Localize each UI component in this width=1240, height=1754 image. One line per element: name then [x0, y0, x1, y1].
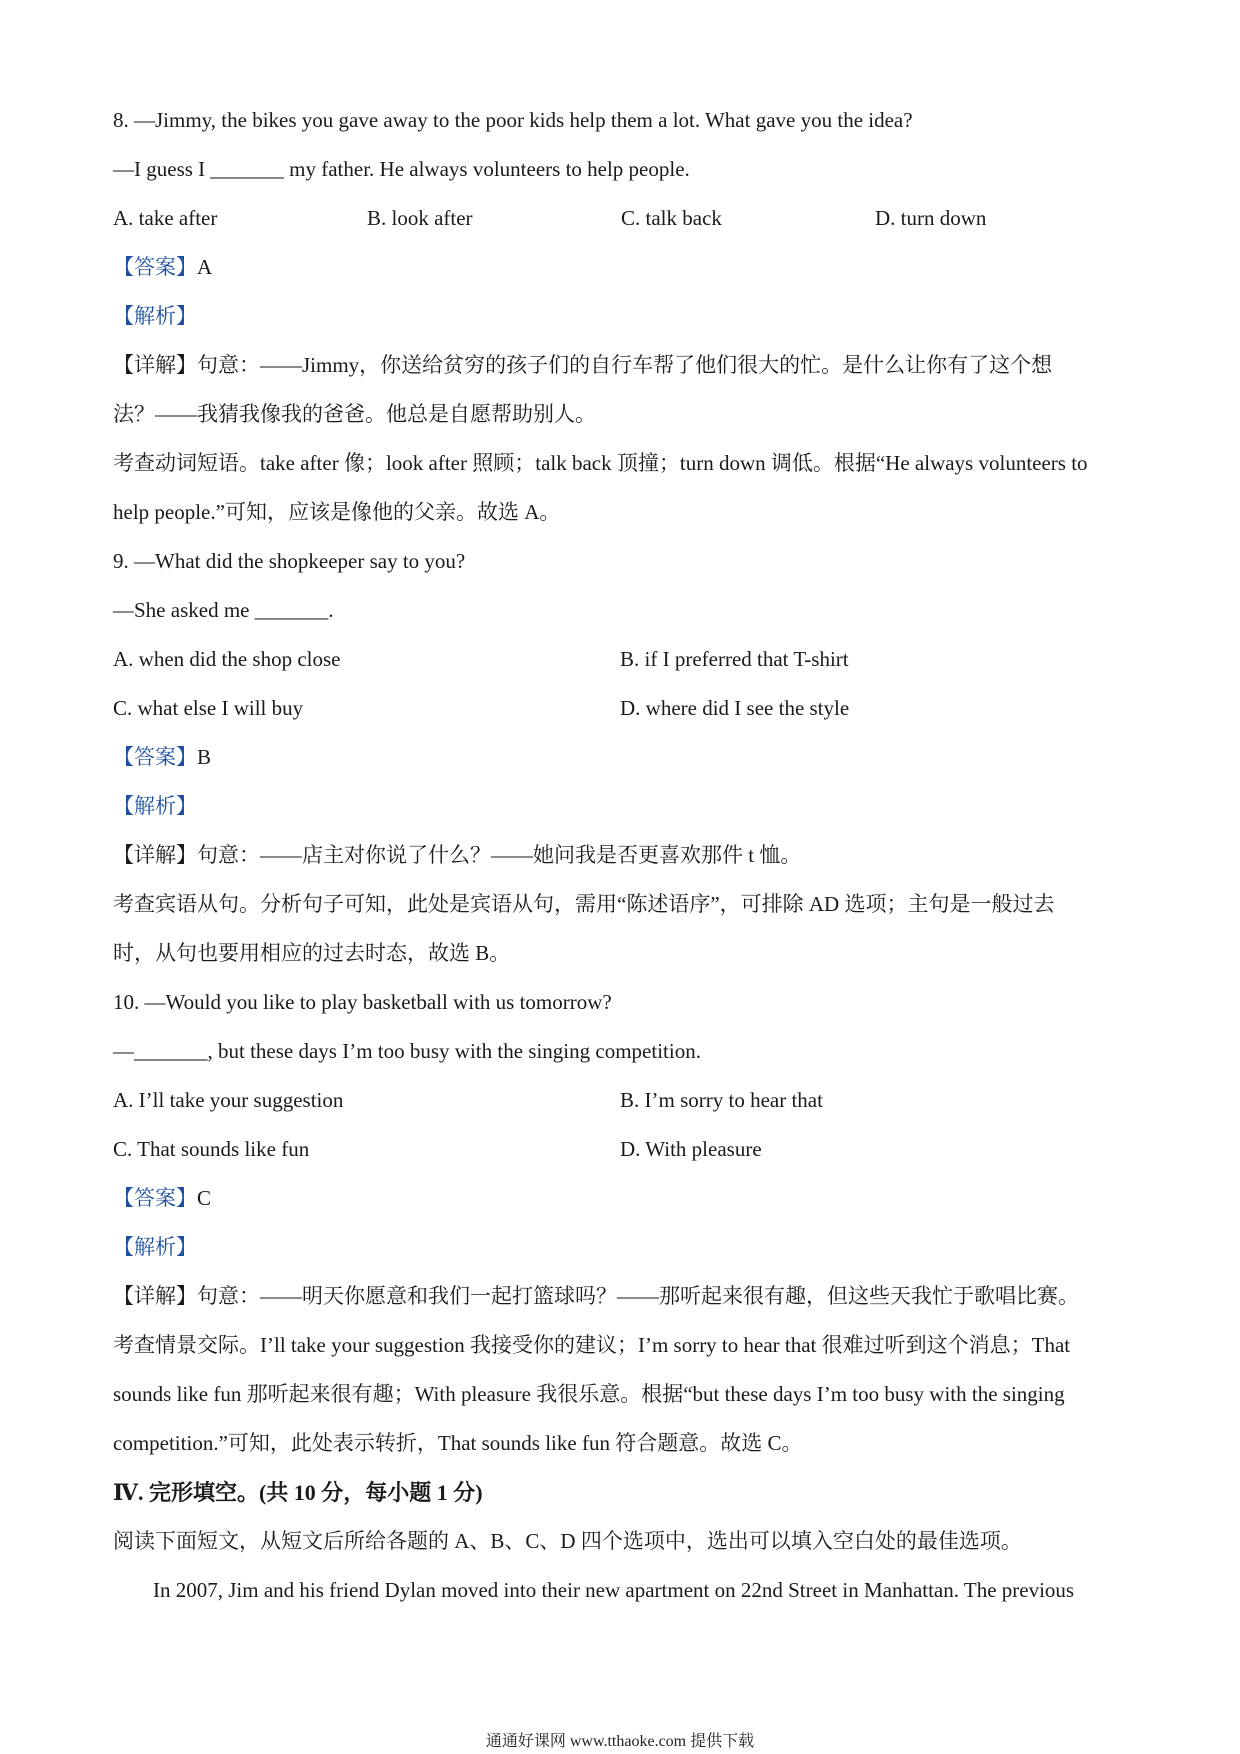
- q10-option-d: D. With pleasure: [620, 1137, 762, 1161]
- q8-analysis: [113, 292, 1133, 341]
- q10-options-row-1: [113, 1076, 1133, 1125]
- q10-analysis: [113, 1223, 1133, 1272]
- q9-detail-1: [113, 831, 1133, 880]
- passage-first-line: In 2007, Jim and his friend Dylan moved into their new apartment on 22nd Street in Manhattan. The previous: [153, 1578, 1075, 1602]
- q9-stem-1: 9. —What did the shopkeeper say to you?: [113, 549, 466, 573]
- q8-detail-2: 法？——我猜我像我的爸爸。他总是自愿帮助别人。: [113, 402, 596, 426]
- q8-detail-4: help people.”可知，应该是像他的父亲。故选 A。: [113, 500, 561, 524]
- q10-answer: [113, 1174, 1133, 1223]
- answer-tag: 【答案】: [113, 255, 197, 279]
- q8-detail-1: [113, 341, 1133, 390]
- q10-answer-value: C: [197, 1186, 212, 1210]
- q9-stem-2: —She asked me _______.: [113, 598, 334, 622]
- q9-analysis: [113, 782, 1133, 831]
- q8-stem-1: 8. —Jimmy, the bikes you gave away to the poor kids help them a lot. What gave you the idea?: [113, 108, 913, 132]
- q8-detail-text-1: 句意：——Jimmy，你送给贫穷的孩子们的自行车帮了他们很大的忙。是什么让你有了这个想: [197, 353, 1053, 377]
- q9-detail-2: 考查宾语从句。分析句子可知，此处是宾语从句，需用“陈述语序”，可排除 AD 选项；主句是一般过去: [113, 892, 1055, 916]
- q10-option-a: A. I’ll take your suggestion: [113, 1088, 344, 1112]
- q10-detail-3: sounds like fun 那听起来很有趣；With pleasure 我很乐意。根据“but these days I’m too busy with the singing: [113, 1382, 1065, 1406]
- q8-option-b: B. look after: [367, 206, 473, 230]
- detail-tag: 【详解】: [113, 353, 197, 377]
- q9-option-a: A. when did the shop close: [113, 647, 341, 671]
- q8-answer-value: A: [197, 255, 213, 279]
- q9-option-d: D. where did I see the style: [620, 696, 850, 720]
- q9-detail-text-1: 句意：——店主对你说了什么？——她问我是否更喜欢那件 t 恤。: [197, 843, 802, 867]
- detail-tag: 【详解】: [113, 1284, 197, 1308]
- q10-detail-1: [113, 1272, 1133, 1321]
- q8-answer: [113, 243, 1133, 292]
- q9-option-c: C. what else I will buy: [113, 696, 304, 720]
- q9-answer-value: B: [197, 745, 212, 769]
- analysis-tag: 【解析】: [113, 1235, 197, 1259]
- q8-options: [113, 194, 1133, 243]
- q8-stem-2: —I guess I _______ my father. He always volunteers to help people.: [113, 157, 690, 181]
- q10-options-row-2: [113, 1125, 1133, 1174]
- page-footer: 通通好课网 www.tthaoke.com 提供下载: [485, 1733, 755, 1750]
- q9-answer: [113, 733, 1133, 782]
- q10-option-b: B. I’m sorry to hear that: [620, 1088, 823, 1112]
- answer-tag: 【答案】: [113, 745, 197, 769]
- detail-tag: 【详解】: [113, 843, 197, 867]
- analysis-tag: 【解析】: [113, 304, 197, 328]
- q10-detail-2: 考查情景交际。I’ll take your suggestion 我接受你的建议；I’m sorry to hear that 很难过听到这个消息；That: [113, 1333, 1071, 1357]
- q10-option-c: C. That sounds like fun: [113, 1137, 310, 1161]
- analysis-tag: 【解析】: [113, 794, 197, 818]
- section-heading: Ⅳ. 完形填空。(共 10 分，每小题 1 分): [113, 1480, 483, 1505]
- q8-detail-3: 考查动词短语。take after 像；look after 照顾；talk back 顶撞；turn down 调低。根据“He always volunteers to: [113, 451, 1088, 475]
- q9-option-b: B. if I preferred that T-shirt: [620, 647, 849, 671]
- q8-option-c: C. talk back: [621, 206, 722, 230]
- q9-options-row-1: [113, 635, 1133, 684]
- document-page: [113, 96, 1133, 1615]
- q8-option-d: D. turn down: [875, 206, 987, 230]
- q10-detail-4: competition.”可知，此处表示转折，That sounds like fun 符合题意。故选 C。: [113, 1431, 803, 1455]
- q10-stem-1: 10. —Would you like to play basketball with us tomorrow?: [113, 990, 612, 1014]
- q9-options-row-2: [113, 684, 1133, 733]
- section-instruction: 阅读下面短文，从短文后所给各题的 A、B、C、D 四个选项中，选出可以填入空白处的最佳选项。: [113, 1529, 1022, 1553]
- q10-stem-2: —_______, but these days I’m too busy with the singing competition.: [113, 1039, 701, 1063]
- answer-tag: 【答案】: [113, 1186, 197, 1210]
- q9-detail-3: 时，从句也要用相应的过去时态，故选 B。: [113, 941, 511, 965]
- q8-option-a: A. take after: [113, 206, 218, 230]
- q10-detail-text-1: 句意：——明天你愿意和我们一起打篮球吗？——那听起来很有趣，但这些天我忙于歌唱比赛。: [197, 1284, 1079, 1308]
